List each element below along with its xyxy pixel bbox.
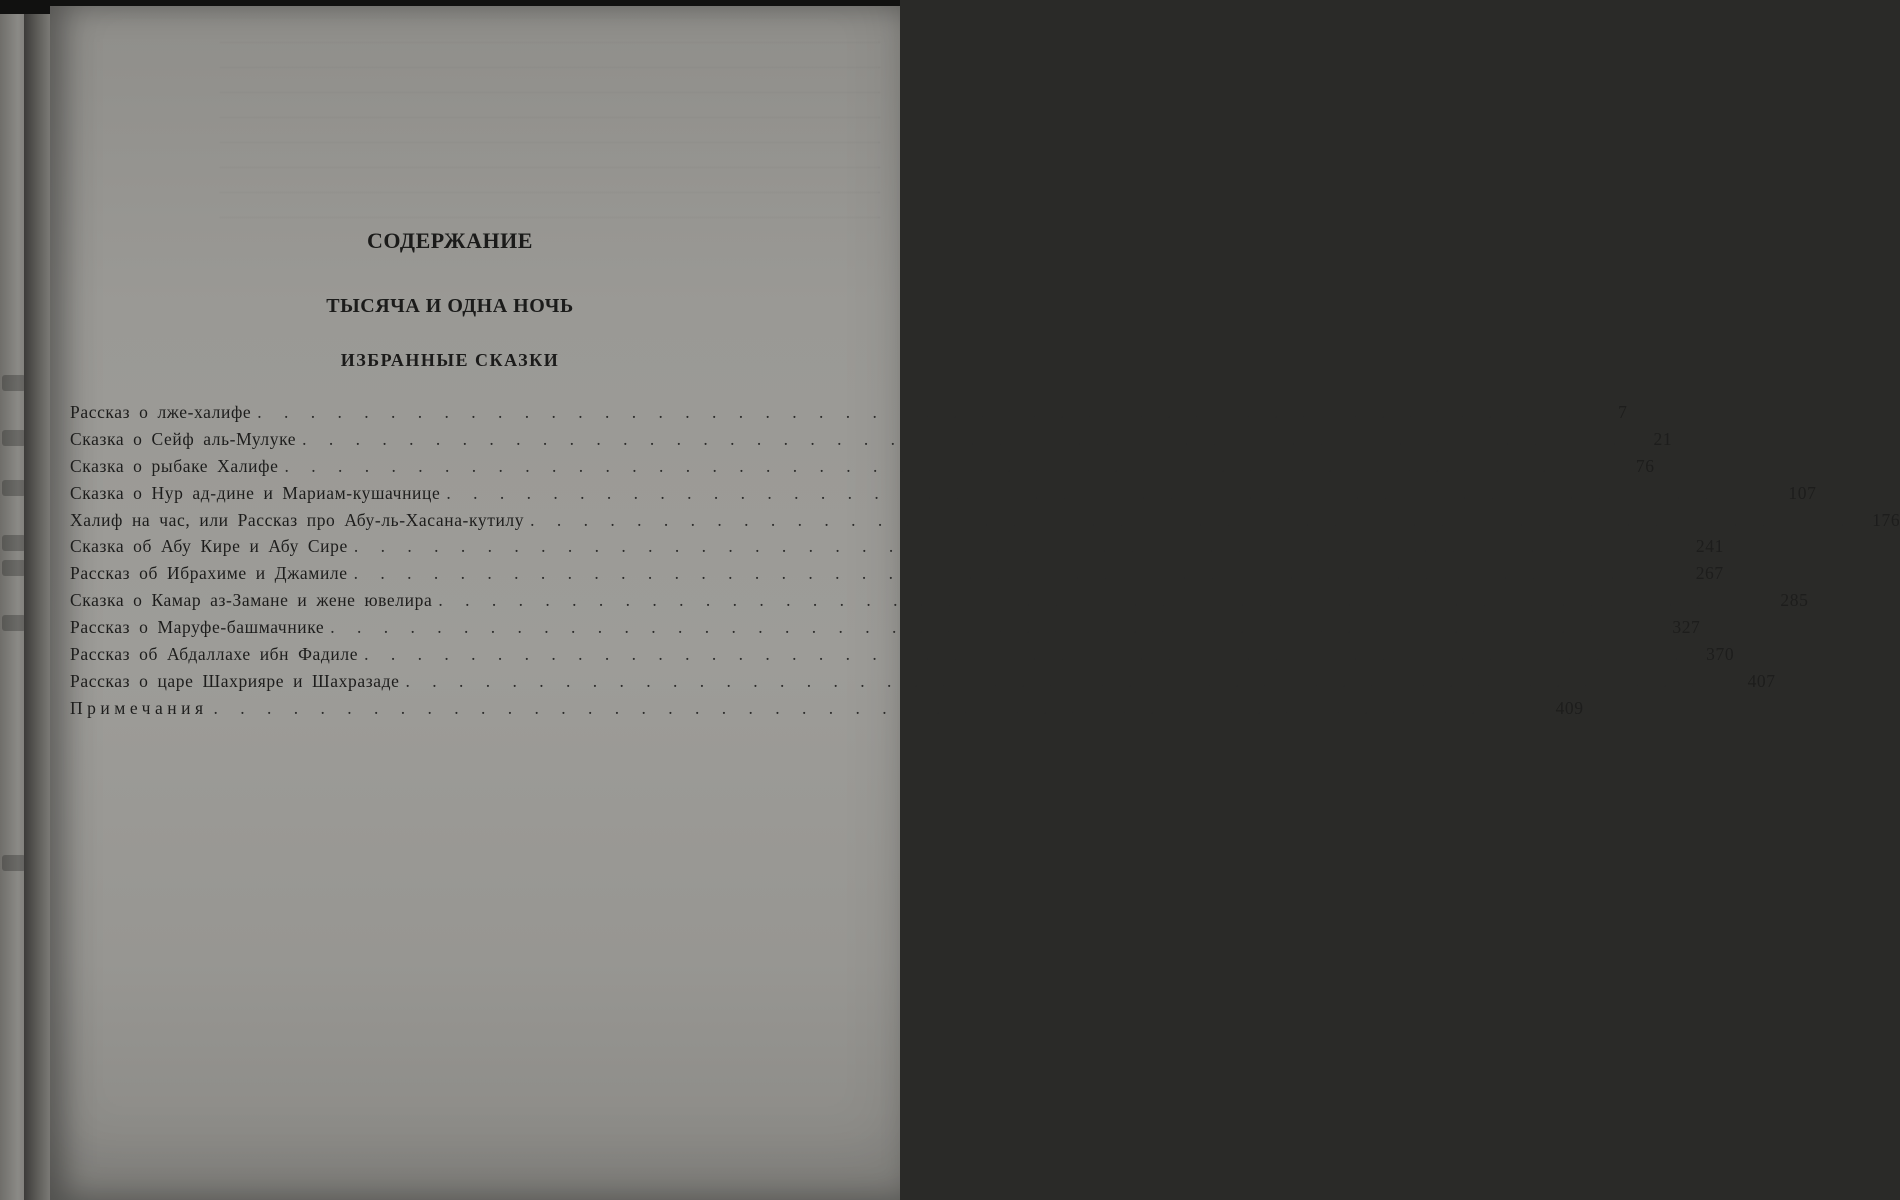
toc-leader-dots: . . . . . . . . . . . . . . . . . . . . . . . . . . . . . . . . . . . . . . . . . . . . . . . . . . xyxy=(405,670,1730,691)
toc-leader-dots: . . . . . . . . . . . . . . . . . . . . . . . . . . . . . . . . . . . . . . . . . . . . . . . . . . xyxy=(530,509,1855,530)
toc-entry-title: Рассказ о Маруфе-башмачнике xyxy=(70,617,325,638)
toc-entry-page: 21 xyxy=(1653,428,1673,449)
toc-entry-title: Сказка о Камар аз-Замане и жене ювелира xyxy=(70,590,433,611)
toc-entry-page: 407 xyxy=(1747,670,1776,691)
toc-entry-page: 285 xyxy=(1780,590,1809,611)
toc-entry-title: Халиф на час, или Рассказ про Абу-ль-Хасана-кутилу xyxy=(70,509,525,530)
show-through-text xyxy=(220,18,880,238)
toc-leader-dots: . . . . . . . . . . . . . . . . . . . . . . . . . . . . . . . . . . . . . . . . . . . . . . . . . . xyxy=(353,536,1678,557)
table-of-contents xyxy=(70,402,1900,725)
toc-leader-dots: . . . . . . . . . . . . . . . . . . . . . . . . . . . . . . . . . . . . . . . . . . . . . . . . . . xyxy=(364,644,1689,665)
toc-entry xyxy=(70,644,1735,671)
toc-entry-page: 76 xyxy=(1635,455,1655,476)
toc-leader-dots: . . . . . . . . . . . . . . . . . . . . . . . . . . . . . . . . . . . . . . . . . . . . . . . . . . xyxy=(257,402,1582,422)
toc-entry-title: Сказка о Нур ад-дине и Мариам-кушачнице xyxy=(70,482,441,503)
toc-entry xyxy=(70,482,1817,510)
toc-entry-title: Сказка об Абу Кире и Абу Сире xyxy=(70,536,348,557)
toc-entry-title: Сказка о рыбаке Халифе xyxy=(70,455,279,476)
contents-heading: СОДЕРЖАНИЕ xyxy=(367,228,533,253)
toc-entry-page: 327 xyxy=(1672,617,1701,638)
toc-leader-dots: . . . . . . . . . . . . . . . . . . . . . . . . . . . . . . . . . . . . . . . . . . . . . . . . . . xyxy=(353,563,1678,584)
toc-leader-dots: . . . . . . . . . . . . . . . . . . . . . . . . . . . . . . . . . . . . . . . . . . . . . . . . . . xyxy=(446,482,1771,503)
toc-leader-dots: . . . . . . . . . . . . . . . . . . . . . . . . . . . . . . . . . . . . . . . . . . . . . . . . . . xyxy=(302,428,1627,449)
toc-entry xyxy=(70,455,1655,483)
toc-entry xyxy=(70,536,1724,563)
toc-leader-dots: . . . . . . . . . . . . . . . . . . . . . . . . . . . . . . . . . . . . . . . . . . . . . . . . . . xyxy=(284,455,1609,476)
toc-entry-page: 370 xyxy=(1706,644,1735,665)
toc-entry xyxy=(70,617,1701,644)
toc-entry xyxy=(70,402,1628,429)
toc-entry-title: Сказка о Сейф аль-Мулуке xyxy=(70,428,297,449)
toc-leader-dots: . . . . . . . . . . . . . . . . . . . . . . . . . . . . . . . . . . . . . . . . . . . . . . . . . . xyxy=(330,617,1655,638)
book-title: ТЫСЯЧА И ОДНА НОЧЬ xyxy=(326,295,574,317)
toc-entry-page: 7 xyxy=(1618,402,1628,422)
toc-entry xyxy=(70,590,1809,617)
toc-entry-title: Рассказ об Ибрахиме и Джамиле xyxy=(70,563,348,584)
section-title: ИЗБРАННЫЕ СКАЗКИ xyxy=(340,350,560,370)
toc-entry-title: Рассказ о царе Шахрияре и Шахразаде xyxy=(70,670,400,691)
toc-entry xyxy=(70,428,1673,456)
toc-entry-page: 409 xyxy=(1555,697,1584,718)
toc-entry xyxy=(70,697,1584,725)
toc-entry-page: 176 xyxy=(1872,509,1900,530)
toc-leader-dots: . . . . . . . . . . . . . . . . . . . . . . . . . . . . . . . . . . . . . . . . . . . . . . . . . . xyxy=(438,590,1763,611)
toc-entry-page: 267 xyxy=(1695,563,1724,584)
toc-entry xyxy=(70,563,1724,590)
toc-entry-title: Примечания xyxy=(70,697,208,718)
toc-entry xyxy=(70,670,1776,698)
toc-entry-page: 107 xyxy=(1788,482,1817,503)
toc-entry-title: Рассказ об Абдаллахе ибн Фадиле xyxy=(70,644,359,665)
toc-entry xyxy=(70,509,1900,537)
toc-leader-dots: . . . . . . . . . . . . . . . . . . . . . . . . . . . . . . . . . . . . . . . . . . . . . . . . . . xyxy=(213,697,1538,718)
toc-entry-title: Рассказ о лже-халифе xyxy=(70,402,252,422)
toc-entry-page: 241 xyxy=(1695,536,1724,557)
